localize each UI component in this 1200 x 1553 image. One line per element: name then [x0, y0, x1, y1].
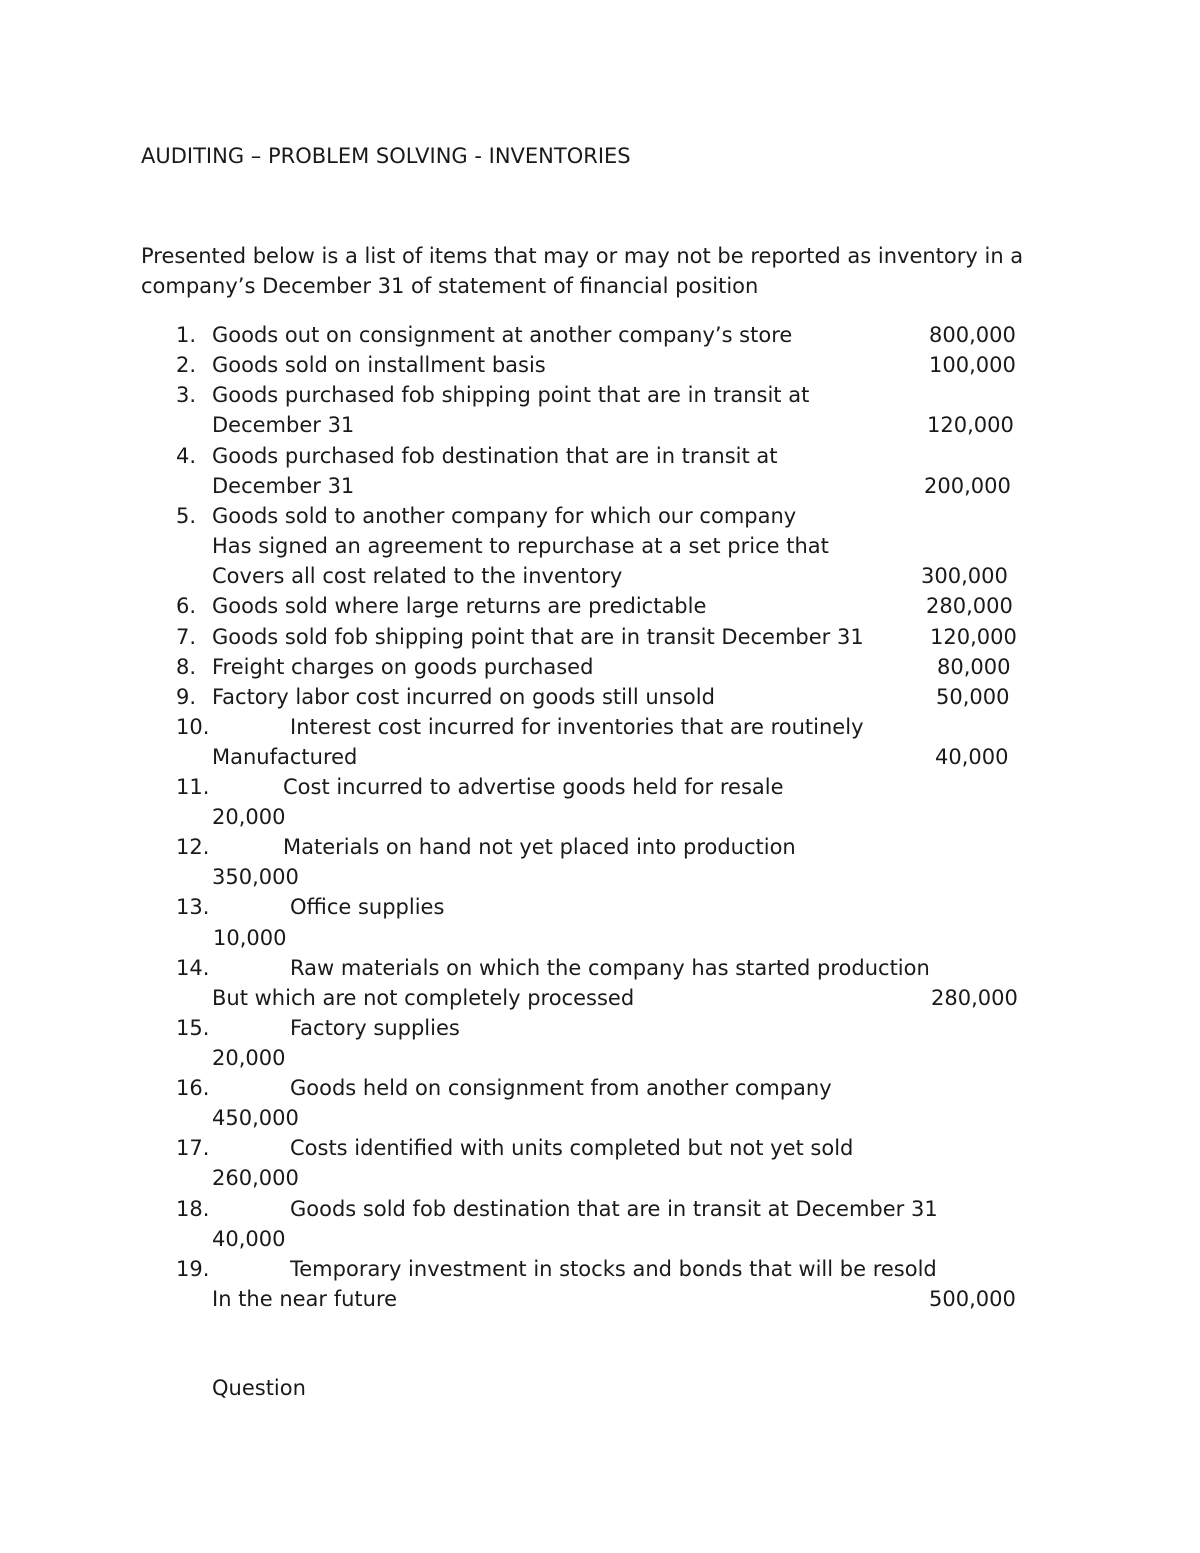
item-text: Materials on hand not yet placed into production — [283, 835, 796, 859]
item-amount: 20,000 — [212, 1046, 286, 1070]
item-amount: 10,000 — [213, 926, 287, 950]
item-text: December 31 — [212, 474, 355, 498]
item-text: Goods sold to another company for which our company — [212, 504, 797, 528]
item-text: December 31 — [212, 413, 355, 437]
item-text: Manufactured — [212, 745, 358, 769]
item-amount: 800,000 — [929, 323, 1016, 347]
item-number: 19. — [176, 1257, 210, 1281]
item-amount: 40,000 — [935, 745, 1009, 769]
item-number: 15. — [176, 1016, 210, 1040]
item-text: Factory labor cost incurred on goods still unsold — [212, 685, 715, 709]
item-amount: 450,000 — [212, 1106, 299, 1130]
item-number: 3. — [176, 383, 197, 407]
item-text: Goods sold on installment basis — [212, 353, 546, 377]
item-text: Goods out on consignment at another company’s store — [212, 323, 793, 347]
item-amount: 280,000 — [931, 986, 1018, 1010]
item-amount: 120,000 — [927, 413, 1014, 437]
item-amount: 500,000 — [929, 1287, 1016, 1311]
item-text: In the near future — [212, 1287, 398, 1311]
item-text: But which are not completely processed — [212, 986, 635, 1010]
item-amount: 20,000 — [212, 805, 286, 829]
item-amount: 40,000 — [212, 1227, 286, 1251]
item-text: Interest cost incurred for inventories that are routinely — [290, 715, 864, 739]
item-number: 11. — [176, 775, 210, 799]
question-label: Question — [212, 1376, 306, 1400]
item-text: Goods purchased fob shipping point that are in transit at — [212, 383, 810, 407]
item-number: 8. — [176, 655, 197, 679]
intro-line-1: Presented below is a list of items that may or may not be reported as inventory in a — [141, 244, 1024, 268]
item-number: 12. — [176, 835, 210, 859]
item-text: Cost incurred to advertise goods held for resale — [283, 775, 784, 799]
intro-line-2: company’s December 31 of statement of financial position — [141, 274, 759, 298]
item-number: 7. — [176, 625, 197, 649]
item-amount: 120,000 — [930, 625, 1017, 649]
item-number: 14. — [176, 956, 210, 980]
item-amount: 200,000 — [924, 474, 1011, 498]
item-amount: 350,000 — [212, 865, 299, 889]
item-text: Goods purchased fob destination that are in transit at — [212, 444, 778, 468]
item-number: 4. — [176, 444, 197, 468]
item-number: 2. — [176, 353, 197, 377]
item-text: Raw materials on which the company has started production — [290, 956, 930, 980]
item-number: 18. — [176, 1197, 210, 1221]
item-number: 5. — [176, 504, 197, 528]
item-text: Has signed an agreement to repurchase at a set price that — [212, 534, 829, 558]
item-number: 10. — [176, 715, 210, 739]
item-amount: 260,000 — [212, 1166, 299, 1190]
document-title: AUDITING – PROBLEM SOLVING - INVENTORIES — [141, 144, 631, 168]
item-text: Office supplies — [290, 895, 445, 919]
item-text: Goods held on consignment from another company — [290, 1076, 832, 1100]
item-text: Costs identified with units completed but not yet sold — [290, 1136, 854, 1160]
item-text: Factory supplies — [290, 1016, 460, 1040]
item-number: 6. — [176, 594, 197, 618]
item-amount: 100,000 — [929, 353, 1016, 377]
item-text: Goods sold where large returns are predictable — [212, 594, 707, 618]
item-amount: 280,000 — [926, 594, 1013, 618]
item-text: Covers all cost related to the inventory — [212, 564, 623, 588]
item-text: Goods sold fob destination that are in transit at December 31 — [290, 1197, 938, 1221]
item-amount: 80,000 — [937, 655, 1011, 679]
item-number: 1. — [176, 323, 197, 347]
item-text: Temporary investment in stocks and bonds that will be resold — [290, 1257, 937, 1281]
item-amount: 50,000 — [936, 685, 1010, 709]
item-text: Goods sold fob shipping point that are in transit December 31 — [212, 625, 864, 649]
item-amount: 300,000 — [921, 564, 1008, 588]
item-number: 17. — [176, 1136, 210, 1160]
item-number: 9. — [176, 685, 197, 709]
item-text: Freight charges on goods purchased — [212, 655, 594, 679]
item-number: 13. — [176, 895, 210, 919]
item-number: 16. — [176, 1076, 210, 1100]
